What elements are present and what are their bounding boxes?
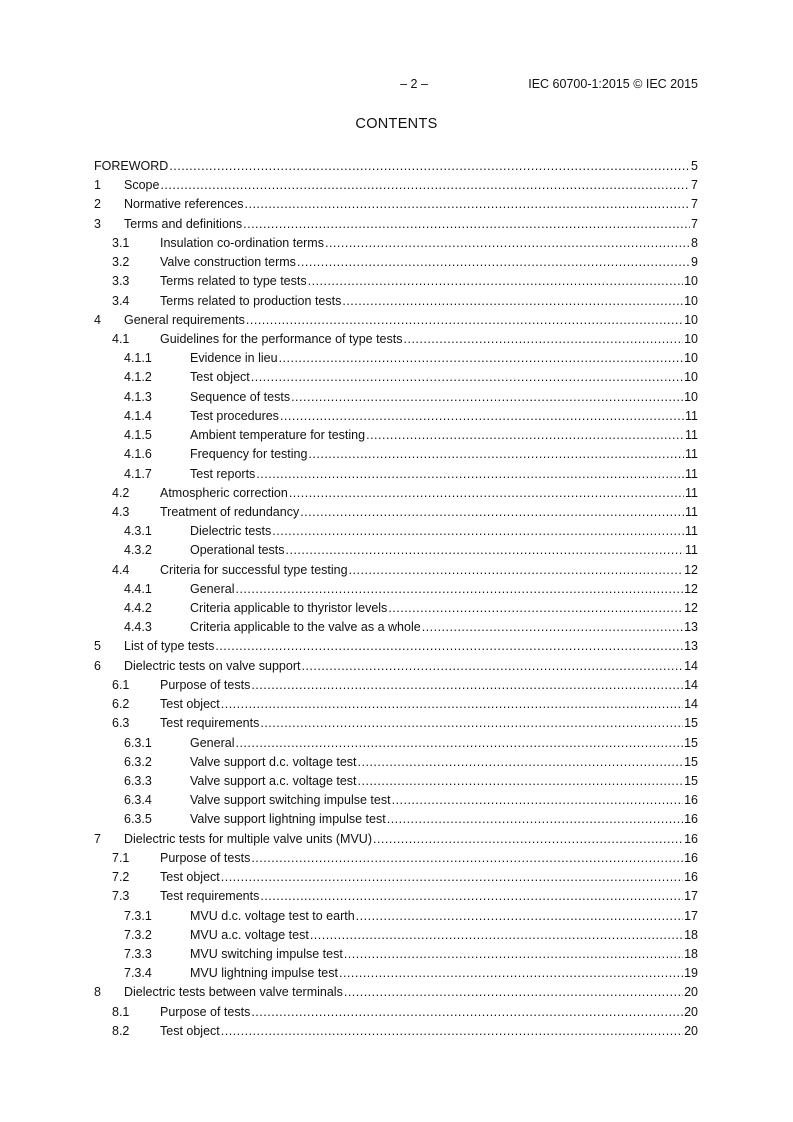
page-title: CONTENTS xyxy=(355,116,438,132)
toc-entry-number: 8.2 xyxy=(112,1023,130,1038)
toc-entry[interactable] xyxy=(94,368,698,387)
toc-entry-title: Terms related to production tests xyxy=(160,292,341,311)
dot-leader xyxy=(289,484,684,503)
toc-entry-number: 4.2 xyxy=(112,485,130,500)
toc-entry-page: 10 xyxy=(684,389,698,404)
toc-entry-number: 7.1 xyxy=(112,850,130,865)
toc-entry[interactable] xyxy=(94,907,698,926)
toc-entry-page: 15 xyxy=(684,774,698,788)
toc-entry-title: Criteria applicable to thyristor levels xyxy=(190,599,387,618)
toc-entry[interactable] xyxy=(94,734,698,753)
toc-entry-title: General xyxy=(190,580,234,599)
dot-leader xyxy=(235,734,683,753)
toc-entry-page: 11 xyxy=(685,408,698,423)
toc-entry-page: 5 xyxy=(691,159,698,173)
toc-entry[interactable] xyxy=(94,157,698,176)
toc-entry[interactable] xyxy=(94,580,698,599)
toc-entry-title: Valve support switching impulse test xyxy=(190,791,391,810)
toc-entry-title: Test reports xyxy=(190,465,255,484)
toc-entry-title: Criteria applicable to the valve as a whole xyxy=(190,618,421,637)
toc-entry[interactable] xyxy=(94,945,698,964)
dot-leader xyxy=(251,368,683,387)
toc-entry-number: 7 xyxy=(94,831,101,846)
toc-entry[interactable] xyxy=(94,484,698,503)
toc-entry-page: 19 xyxy=(684,966,698,981)
toc-entry-title: Test object xyxy=(160,695,220,714)
toc-entry-page: 15 xyxy=(684,735,698,750)
dot-leader xyxy=(286,541,685,560)
toc-entry-title: Insulation co-ordination terms xyxy=(160,234,324,253)
toc-entry-number: 7.3.2 xyxy=(124,927,152,942)
dot-leader xyxy=(280,407,684,426)
toc-entry-title: Test requirements xyxy=(160,714,259,733)
toc-entry-page: 11 xyxy=(685,485,698,500)
toc-entry-page: 10 xyxy=(684,331,698,346)
toc-entry[interactable] xyxy=(94,215,698,234)
toc-entry-title: Test object xyxy=(160,1022,220,1041)
toc-entry-page: 16 xyxy=(684,850,698,865)
toc-entry[interactable] xyxy=(94,695,698,714)
toc-entry-page: 18 xyxy=(684,946,698,961)
toc-entry[interactable] xyxy=(94,983,698,1002)
dot-leader xyxy=(297,253,690,272)
toc-entry-number: 3.2 xyxy=(112,255,130,270)
toc-entry[interactable] xyxy=(94,311,698,330)
toc-entry[interactable] xyxy=(94,1022,698,1041)
toc-entry-title: Test object xyxy=(190,368,250,387)
toc-entry-number: 6.3.1 xyxy=(124,735,152,750)
dot-leader xyxy=(388,599,683,618)
toc-entry-title: Test requirements xyxy=(160,887,259,906)
toc-entry-page: 7 xyxy=(691,178,698,193)
toc-entry[interactable] xyxy=(94,330,698,349)
toc-entry-page: 15 xyxy=(684,754,698,769)
dot-leader xyxy=(221,695,683,714)
toc-entry-number: 6.3.4 xyxy=(124,793,152,808)
toc-entry-page: 16 xyxy=(684,812,698,827)
toc-entry-page: 16 xyxy=(684,793,698,808)
toc-entry-number: 7.3.1 xyxy=(124,908,152,923)
dot-leader xyxy=(245,195,691,214)
dot-leader xyxy=(356,907,683,926)
page-number: – 2 – xyxy=(400,77,428,91)
toc-entry-number: 4.1.1 xyxy=(124,351,152,366)
toc-entry[interactable] xyxy=(94,465,698,484)
toc-entry[interactable] xyxy=(94,195,698,214)
dot-leader xyxy=(373,830,683,849)
toc-entry-title: MVU switching impulse test xyxy=(190,945,343,964)
toc-entry[interactable] xyxy=(94,541,698,560)
toc-entry-title: Purpose of tests xyxy=(160,676,250,695)
dot-leader xyxy=(310,926,683,945)
toc-entry-title: Test object xyxy=(160,868,220,887)
toc-entry[interactable] xyxy=(94,253,698,272)
dot-leader xyxy=(169,157,690,176)
toc-entry-page: 11 xyxy=(685,543,698,558)
toc-entry[interactable] xyxy=(94,618,698,637)
toc-entry-number: 5 xyxy=(94,639,101,654)
toc-entry-number: 6 xyxy=(94,658,101,673)
toc-entry[interactable] xyxy=(94,676,698,695)
dot-leader xyxy=(404,330,684,349)
dot-leader xyxy=(279,349,684,368)
toc-entry[interactable] xyxy=(94,810,698,829)
dot-leader xyxy=(221,1022,683,1041)
dot-leader xyxy=(344,945,683,964)
toc-entry-title: Dielectric tests for multiple valve units (MVU) xyxy=(124,830,372,849)
toc-entry-number: 2 xyxy=(94,197,101,212)
toc-entry-page: 7 xyxy=(691,197,698,212)
toc-entry[interactable] xyxy=(94,791,698,810)
dot-leader xyxy=(215,637,683,656)
toc-entry-page: 14 xyxy=(684,658,698,673)
toc-entry-title: Guidelines for the performance of type tests xyxy=(160,330,403,349)
toc-entry-number: 6.3.2 xyxy=(124,754,152,769)
toc-entry-page: 13 xyxy=(684,639,698,654)
dot-leader xyxy=(422,618,683,637)
toc-entry-title: Terms related to type tests xyxy=(160,272,307,291)
toc-entry-title: Evidence in lieu xyxy=(190,349,278,368)
toc-entry[interactable] xyxy=(94,849,698,868)
toc-entry-title: FOREWORD xyxy=(94,157,168,176)
toc-entry-number: 3.4 xyxy=(112,293,130,308)
dot-leader xyxy=(251,1003,683,1022)
toc-entry-page: 12 xyxy=(684,562,698,577)
toc-entry[interactable] xyxy=(94,176,698,195)
toc-entry-title: Criteria for successful type testing xyxy=(160,561,348,580)
toc-entry-title: Valve support lightning impulse test xyxy=(190,810,386,829)
toc-entry-page: 10 xyxy=(684,312,698,327)
toc-entry-title: Valve support a.c. voltage test xyxy=(190,772,357,791)
toc-entry-number: 4.3 xyxy=(112,504,130,519)
toc-entry-number: 4.1.3 xyxy=(124,389,152,404)
dot-leader xyxy=(392,791,684,810)
toc-entry-number: 7.3.4 xyxy=(124,966,152,981)
toc-entry-title: Dielectric tests between valve terminals xyxy=(124,983,343,1002)
toc-entry[interactable] xyxy=(94,503,698,522)
toc-entry-page: 14 xyxy=(684,697,698,712)
toc-entry-page: 16 xyxy=(684,870,698,885)
toc-entry-number: 1 xyxy=(94,178,101,193)
toc-entry-title: MVU a.c. voltage test xyxy=(190,926,309,945)
toc-entry-page: 10 xyxy=(684,351,698,366)
toc-entry[interactable] xyxy=(94,426,698,445)
toc-entry-page: 8 xyxy=(691,235,698,250)
toc-entry[interactable] xyxy=(94,637,698,656)
toc-entry-title: Normative references xyxy=(124,195,244,214)
toc-entry-title: MVU lightning impulse test xyxy=(190,964,338,983)
toc-entry-page: 11 xyxy=(685,504,698,519)
toc-entry[interactable] xyxy=(94,407,698,426)
toc-entry[interactable] xyxy=(94,1003,698,1022)
toc-entry-number: 4.4 xyxy=(112,562,130,577)
toc-entry[interactable] xyxy=(94,388,698,407)
toc-entry-page: 14 xyxy=(684,677,698,692)
toc-entry-title: Valve support d.c. voltage test xyxy=(190,753,357,772)
toc-entry-number: 4.1.4 xyxy=(124,408,152,423)
toc-entry-number: 4.4.1 xyxy=(124,581,152,596)
dot-leader xyxy=(387,810,683,829)
toc-entry-number: 3.1 xyxy=(112,235,130,250)
toc-entry[interactable] xyxy=(94,830,698,849)
toc-entry-number: 4 xyxy=(94,312,101,327)
toc-entry[interactable] xyxy=(94,445,698,464)
toc-entry[interactable] xyxy=(94,887,698,906)
dot-leader xyxy=(366,426,684,445)
toc-entry-page: 12 xyxy=(684,601,698,616)
toc-entry-number: 7.3 xyxy=(112,889,130,904)
dot-leader xyxy=(160,176,690,195)
toc-entry-page: 11 xyxy=(685,447,698,462)
dot-leader xyxy=(308,272,684,291)
toc-entry-page: 20 xyxy=(684,1023,698,1038)
toc-entry-page: 20 xyxy=(684,985,698,1000)
toc-entry[interactable] xyxy=(94,599,698,618)
toc-entry-number: 3 xyxy=(94,216,101,231)
dot-leader xyxy=(251,849,683,868)
dot-leader xyxy=(246,311,683,330)
toc-entry-title: Operational tests xyxy=(190,541,285,560)
toc-entry-title: Sequence of tests xyxy=(190,388,290,407)
toc-entry-number: 6.1 xyxy=(112,677,130,692)
dot-leader xyxy=(256,465,684,484)
toc-entry-title: Dielectric tests xyxy=(190,522,271,541)
toc-entry[interactable] xyxy=(94,753,698,772)
toc-entry-page: 10 xyxy=(684,370,698,385)
toc-entry-page: 13 xyxy=(684,620,698,635)
toc-entry-number: 4.4.3 xyxy=(124,620,152,635)
toc-entry-number: 4.3.2 xyxy=(124,543,152,558)
standard-reference: IEC 60700-1:2015 © IEC 2015 xyxy=(528,77,698,91)
toc-entry-page: 15 xyxy=(684,716,698,731)
toc-entry-page: 10 xyxy=(684,274,698,289)
toc-entry-number: 4.1 xyxy=(112,331,130,346)
toc-entry-title: Atmospheric correction xyxy=(160,484,288,503)
toc-entry-number: 7.3.3 xyxy=(124,946,152,961)
toc-entry-number: 4.3.1 xyxy=(124,524,152,539)
toc-entry[interactable] xyxy=(94,349,698,368)
toc-entry-page: 12 xyxy=(684,581,698,596)
toc-entry[interactable] xyxy=(94,561,698,580)
dot-leader xyxy=(291,388,683,407)
toc-entry-number: 8 xyxy=(94,985,101,1000)
table-of-contents xyxy=(94,157,698,1041)
toc-entry-page: 18 xyxy=(684,927,698,942)
dot-leader xyxy=(349,561,684,580)
toc-entry-title: Valve construction terms xyxy=(160,253,296,272)
toc-entry-number: 3.3 xyxy=(112,274,130,289)
toc-entry[interactable] xyxy=(94,657,698,676)
dot-leader xyxy=(358,772,684,791)
toc-entry[interactable] xyxy=(94,234,698,253)
toc-entry[interactable] xyxy=(94,714,698,733)
toc-entry-page: 17 xyxy=(684,889,698,904)
toc-entry-number: 8.1 xyxy=(112,1004,130,1019)
dot-leader xyxy=(260,887,683,906)
dot-leader xyxy=(325,234,690,253)
toc-entry-number: 6.3 xyxy=(112,716,130,731)
toc-entry-number: 4.4.2 xyxy=(124,601,152,616)
toc-entry-page: 11 xyxy=(685,466,698,481)
toc-entry-number: 6.3.5 xyxy=(124,812,152,827)
dot-leader xyxy=(251,676,683,695)
dot-leader xyxy=(243,215,690,234)
dot-leader xyxy=(301,657,683,676)
dot-leader xyxy=(339,964,683,983)
toc-entry-title: Ambient temperature for testing xyxy=(190,426,365,445)
toc-entry-title: List of type tests xyxy=(124,637,214,656)
dot-leader xyxy=(358,753,684,772)
toc-entry-number: 4.1.6 xyxy=(124,447,152,462)
toc-entry-number: 4.1.5 xyxy=(124,428,152,443)
toc-entry-title: Frequency for testing xyxy=(190,445,307,464)
toc-entry[interactable] xyxy=(94,292,698,311)
toc-entry[interactable] xyxy=(94,868,698,887)
toc-entry-page: 11 xyxy=(685,428,698,443)
toc-entry[interactable] xyxy=(94,772,698,791)
toc-entry-number: 6.2 xyxy=(112,697,130,712)
dot-leader xyxy=(344,983,683,1002)
toc-entry-number: 7.2 xyxy=(112,870,130,885)
page-header xyxy=(94,77,698,93)
dot-leader xyxy=(235,580,683,599)
toc-entry-title: General xyxy=(190,734,234,753)
toc-entry-title: Test procedures xyxy=(190,407,279,426)
toc-entry-page: 11 xyxy=(685,524,698,539)
toc-entry-number: 6.3.3 xyxy=(124,774,152,788)
toc-entry-page: 16 xyxy=(684,831,698,846)
toc-entry-title: Terms and definitions xyxy=(124,215,242,234)
toc-entry-number: 4.1.7 xyxy=(124,466,152,481)
toc-entry-page: 9 xyxy=(691,255,698,270)
dot-leader xyxy=(300,503,684,522)
toc-entry-title: Dielectric tests on valve support xyxy=(124,657,300,676)
toc-entry-title: Scope xyxy=(124,176,159,195)
toc-entry[interactable] xyxy=(94,964,698,983)
toc-entry-page: 20 xyxy=(684,1004,698,1019)
dot-leader xyxy=(342,292,683,311)
toc-entry-title: General requirements xyxy=(124,311,245,330)
toc-entry[interactable] xyxy=(94,272,698,291)
toc-entry-page: 7 xyxy=(691,216,698,231)
toc-entry-page: 10 xyxy=(684,293,698,308)
toc-entry[interactable] xyxy=(94,926,698,945)
toc-entry-title: Treatment of redundancy xyxy=(160,503,299,522)
dot-leader xyxy=(308,445,684,464)
toc-entry-title: Purpose of tests xyxy=(160,1003,250,1022)
dot-leader xyxy=(260,714,683,733)
dot-leader xyxy=(221,868,683,887)
toc-entry-title: MVU d.c. voltage test to earth xyxy=(190,907,355,926)
toc-entry-title: Purpose of tests xyxy=(160,849,250,868)
toc-entry-number: 4.1.2 xyxy=(124,370,152,385)
dot-leader xyxy=(272,522,684,541)
toc-entry[interactable] xyxy=(94,522,698,541)
toc-entry-page: 17 xyxy=(684,908,698,923)
